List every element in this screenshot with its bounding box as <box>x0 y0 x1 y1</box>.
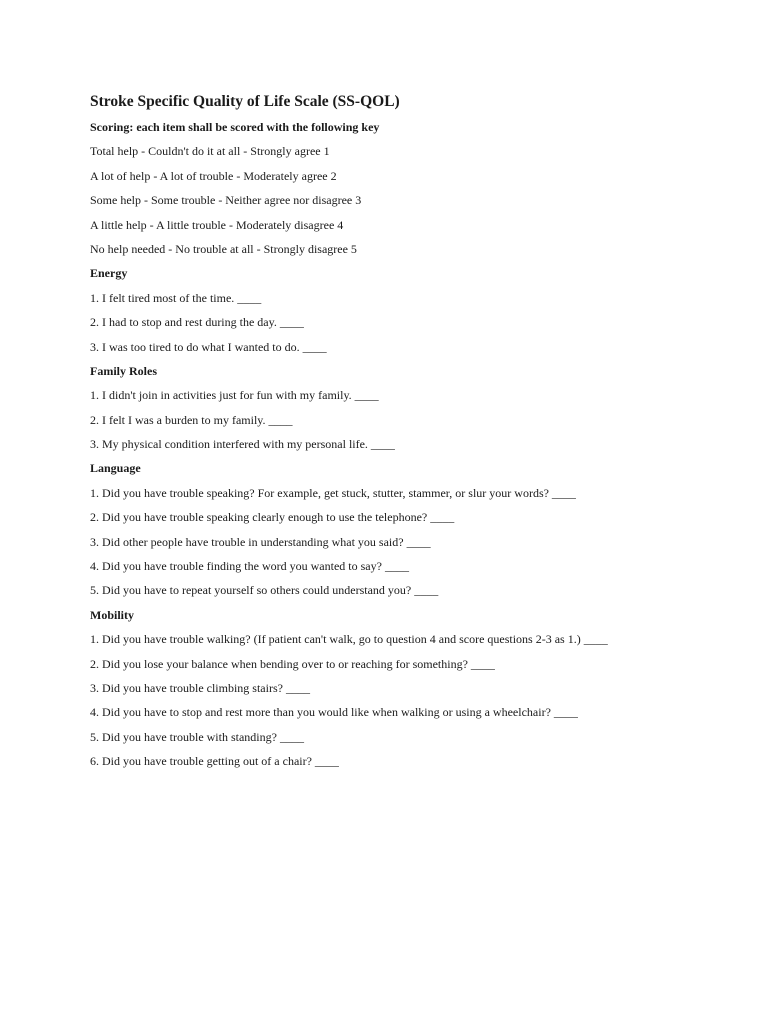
energy-item-1: 1. I felt tired most of the time. ____ <box>90 290 262 305</box>
scoring-key-2: A lot of help - A lot of trouble - Moderately agree 2 <box>90 168 337 183</box>
scoring-key-4: A little help - A little trouble - Moderately disagree 4 <box>90 217 344 232</box>
scoring-key-5: No help needed - No trouble at all - Strongly disagree 5 <box>90 241 357 256</box>
scoring-heading: Scoring: each item shall be scored with the following key <box>90 120 380 134</box>
energy-item-3: 3. I was too tired to do what I wanted to do. ____ <box>90 339 327 354</box>
language-item-3: 3. Did other people have trouble in understanding what you said? ____ <box>90 534 431 549</box>
mobility-item-5: 5. Did you have trouble with standing? ____ <box>90 729 304 744</box>
document-title: Stroke Specific Quality of Life Scale (SS-QOL) <box>90 93 400 110</box>
language-item-1: 1. Did you have trouble speaking? For example, get stuck, stutter, stammer, or slur your words? ____ <box>90 485 576 500</box>
language-item-5: 5. Did you have to repeat yourself so others could understand you? ____ <box>90 583 439 598</box>
family-roles-item-3: 3. My physical condition interfered with my personal life. ____ <box>90 437 395 452</box>
energy-item-2: 2. I had to stop and rest during the day. ____ <box>90 315 304 330</box>
mobility-item-4: 4. Did you have to stop and rest more than you would like when walking or using a wheelchair? ____ <box>90 705 578 720</box>
section-heading-family-roles: Family Roles <box>90 363 157 378</box>
section-heading-mobility: Mobility <box>90 607 134 622</box>
mobility-item-1: 1. Did you have trouble walking? (If patient can't walk, go to question 4 and score questions 2-3 as 1.) ____ <box>90 632 608 647</box>
section-heading-energy: Energy <box>90 266 128 281</box>
family-roles-item-1: 1. I didn't join in activities just for fun with my family. ____ <box>90 388 379 403</box>
scoring-key-3: Some help - Some trouble - Neither agree nor disagree 3 <box>90 193 362 208</box>
mobility-item-3: 3. Did you have trouble climbing stairs? ____ <box>90 680 310 695</box>
mobility-item-2: 2. Did you lose your balance when bending over to or reaching for something? ____ <box>90 656 495 671</box>
section-heading-language: Language <box>90 461 141 476</box>
language-item-4: 4. Did you have trouble finding the word you wanted to say? ____ <box>90 559 409 574</box>
family-roles-item-2: 2. I felt I was a burden to my family. ____ <box>90 412 293 427</box>
scoring-key-1: Total help - Couldn't do it at all - Strongly agree 1 <box>90 144 330 159</box>
mobility-item-6: 6. Did you have trouble getting out of a chair? ____ <box>90 754 339 769</box>
language-item-2: 2. Did you have trouble speaking clearly enough to use the telephone? ____ <box>90 510 455 525</box>
document-page <box>90 92 730 778</box>
